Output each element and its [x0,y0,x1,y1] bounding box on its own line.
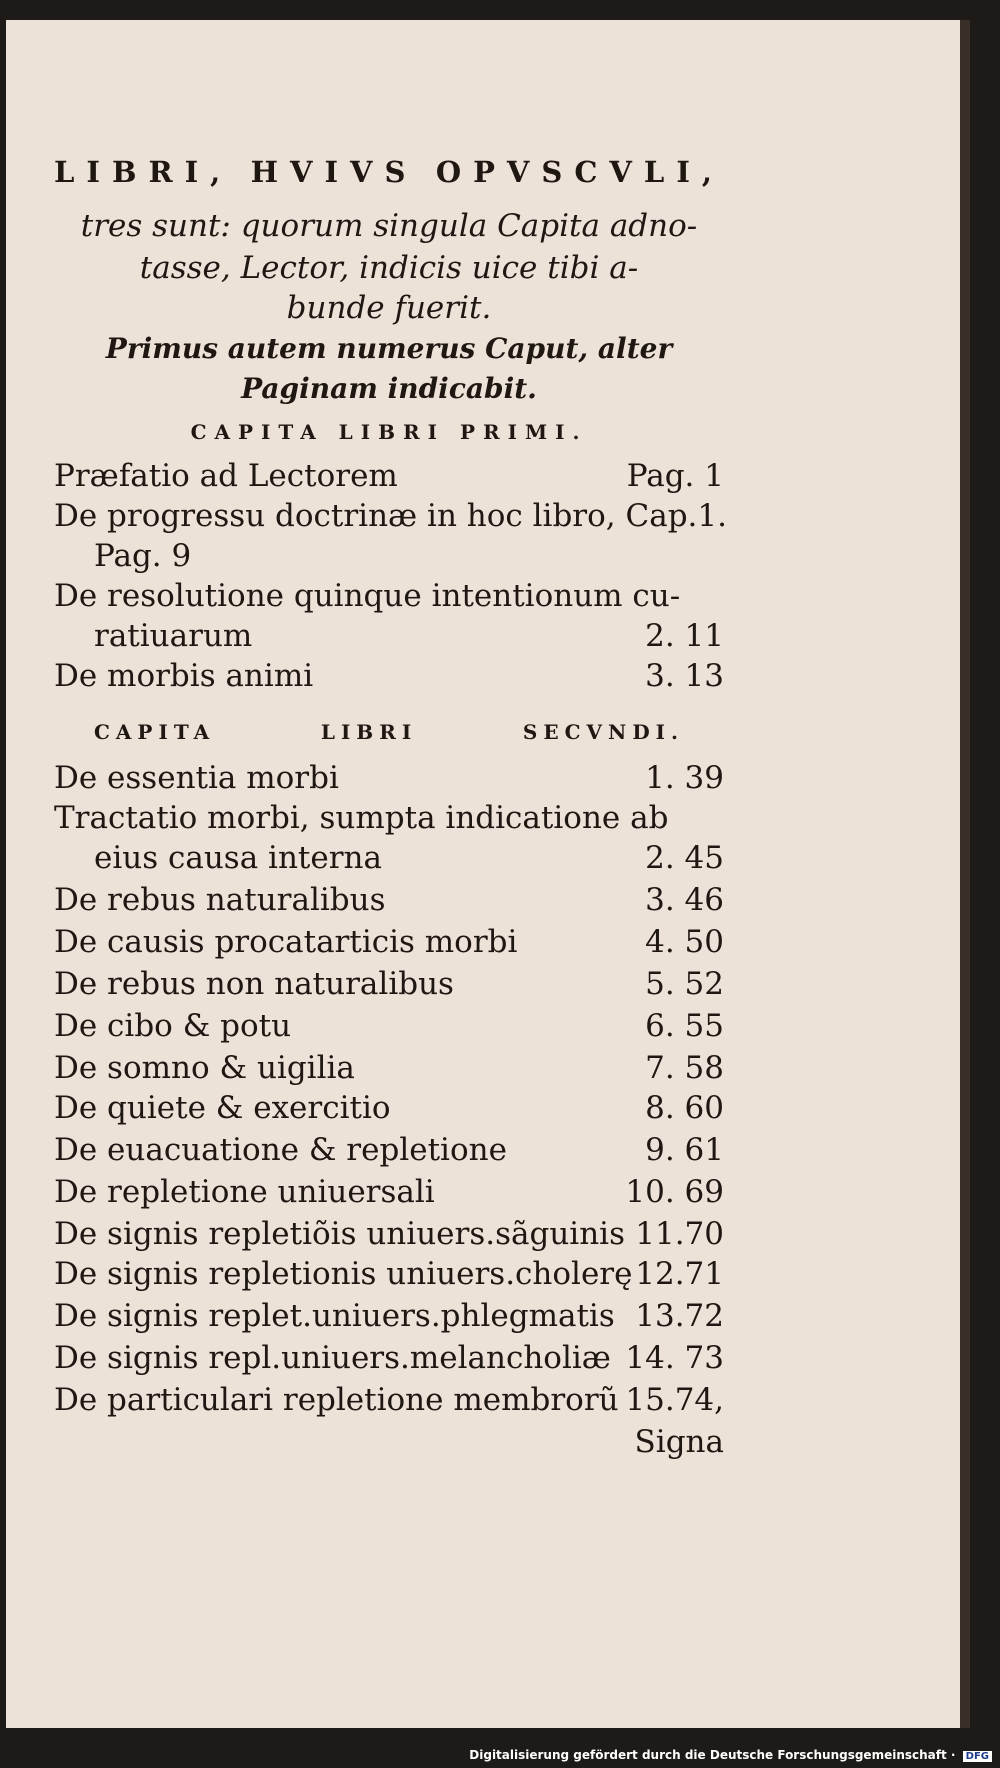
book-page [6,20,970,1728]
toc-ref: 13.72 [635,1298,724,1334]
toc-ref: 10. 69 [625,1174,724,1210]
toc-ref: 11.70 [635,1216,724,1252]
toc-ref: 8. 60 [645,1090,724,1126]
toc-ref: 5. 52 [645,966,724,1002]
toc-entry [54,800,724,836]
toc-entry [54,578,724,614]
toc-title: De euacuatione & repletione [54,1132,507,1168]
catchword: Signa [634,1424,724,1460]
toc-continuation [94,840,724,876]
section-heading-book1: CAPITA LIBRI PRIMI. [190,420,588,444]
toc-ref: 3. 46 [645,882,724,918]
dfg-logo-icon: DFG [963,1751,992,1762]
toc-ref: 4. 50 [645,924,724,960]
toc-title: De rebus naturalibus [54,882,386,918]
toc-title: Tractatio morbi, sumpta indicatione ab [54,800,669,836]
toc-title: De somno & uigilia [54,1050,355,1086]
toc-ref: 2. 45 [645,840,724,876]
toc-title: De signis repletiõis uniuers.sãguinis [54,1216,625,1252]
section-word: SECVNDI. [522,720,684,744]
toc-ref: 15.74, [625,1382,724,1418]
toc-title: De causis procatarticis morbi [54,924,518,960]
toc-entry [54,458,724,494]
toc-title: Præfatio ad Lectorem [54,458,398,494]
toc-ref: 1. 39 [645,760,724,796]
toc-ref: 6. 55 [645,1008,724,1044]
toc-ref: 9. 61 [645,1132,724,1168]
toc-continuation [94,618,724,654]
toc-entry [54,1132,724,1168]
toc-title: ratiuarum [94,618,253,654]
toc-entry [54,1008,724,1044]
section-heading-book2 [54,720,724,744]
toc-title: De resolutione quinque intentionum cu- [54,578,681,614]
intro-line: tasse, Lector, indicis uice tibi a- [139,250,639,286]
credit-text: Digitalisierung gefördert durch die Deutsche Forschungsgemeinschaft · [469,1748,956,1762]
toc-entry [54,924,724,960]
toc-entry [54,1050,724,1086]
toc-entry [54,1090,724,1126]
digitization-credit [469,1748,992,1762]
toc-entry [54,966,724,1002]
toc-ref: 2. 11 [645,618,724,654]
toc-entry [54,882,724,918]
heading-word: LIBRI, [54,155,233,189]
toc-ref: 14. 73 [625,1340,724,1376]
toc-entry [54,760,724,796]
toc-title: eius causa interna [94,840,382,876]
toc-entry [54,658,724,694]
toc-title: De cibo & potu [54,1008,292,1044]
toc-entry [54,1382,724,1418]
toc-ref: 7. 58 [645,1050,724,1086]
section-word: LIBRI [320,720,418,744]
toc-title: De rebus non naturalibus [54,966,454,1002]
heading-word: HVIVS [250,155,418,189]
toc-title: De particulari repletione membrorũ [54,1382,619,1418]
note-line: Primus autem numerus Caput, alter [105,332,673,365]
toc-entry [54,1174,724,1210]
toc-ref: Pag. 1 [626,458,724,494]
toc-ref: 12.71 [635,1256,724,1292]
toc-entry [54,498,727,534]
intro-line: bunde fuerit. [286,290,492,326]
toc-entry [54,1340,724,1376]
heading-word: OPVSCVLI, [435,155,724,189]
toc-title: De signis replet.uniuers.phlegmatis [54,1298,615,1334]
section-word: CAPITA [94,720,216,744]
page-heading [54,155,724,189]
toc-title: De progressu doctrinæ in hoc libro, Cap.1. [54,498,727,534]
toc-title: De repletione uniuersali [54,1174,435,1210]
note-line: Paginam indicabit. [241,372,537,405]
toc-title: De morbis animi [54,658,314,694]
toc-entry [54,1298,724,1334]
toc-title: De signis repl.uniuers.melancholiæ [54,1340,611,1376]
toc-title: De signis repletionis uniuers.cholerę [54,1256,633,1292]
toc-title: De essentia morbi [54,760,339,796]
toc-title: De quiete & exercitio [54,1090,391,1126]
toc-entry [54,1216,724,1252]
intro-line: tres sunt: quorum singula Capita adno- [80,208,698,244]
toc-entry [54,1256,724,1292]
toc-ref: 3. 13 [645,658,724,694]
toc-continuation: Pag. 9 [94,538,192,574]
